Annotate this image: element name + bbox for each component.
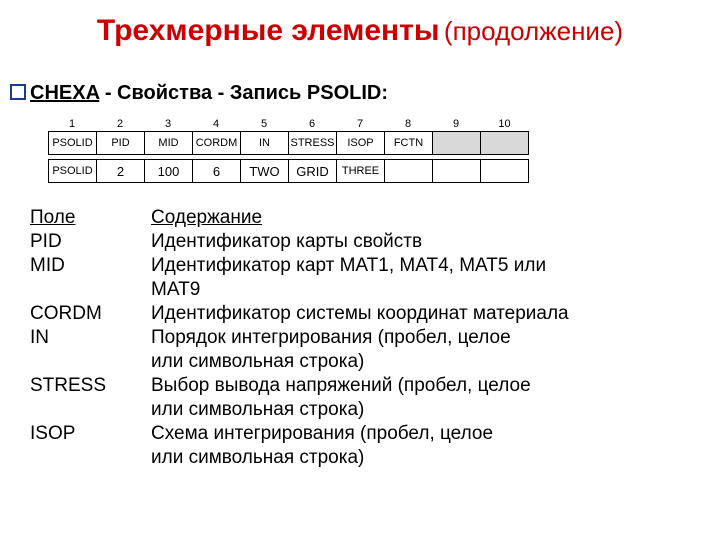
field-description-cont: или символьная строка): [151, 351, 365, 372]
field-name-spacer: [30, 278, 106, 302]
field-description-cont: MAT9: [151, 279, 201, 300]
slide-title-sub: (продолжение): [443, 16, 624, 46]
column-number: 2: [116, 118, 124, 130]
field-description: Выбор вывода напряжений (пробел, целое: [151, 375, 531, 396]
field-name: IN: [30, 327, 49, 348]
field-description: Идентификатор карт MAT1, MAT4, MAT5 или: [151, 255, 547, 276]
example-cell: THREE: [336, 159, 384, 183]
section-heading-rest: - Свойства - Запись PSOLID:: [99, 82, 389, 104]
field-name: STRESS: [30, 375, 107, 396]
content-column-header: Содержание: [151, 207, 263, 228]
field-description: Идентификатор системы координат материала: [151, 303, 569, 324]
example-cell: [384, 159, 432, 183]
square-bullet-icon: [10, 84, 26, 100]
example-cell: 2: [96, 159, 144, 183]
field-description: Схема интегрирования (пробел, целое: [151, 423, 494, 444]
format-cell: PID: [96, 131, 144, 155]
format-cell: PSOLID: [48, 131, 96, 155]
format-cell: ISOP: [336, 131, 384, 155]
field-name: CORDM: [30, 303, 102, 324]
card-format-row: [48, 131, 529, 155]
column-number: 10: [498, 118, 511, 130]
format-cell-unused: [480, 131, 529, 155]
example-cell: 100: [144, 159, 192, 183]
column-number: 6: [308, 118, 316, 130]
example-cell: [480, 159, 529, 183]
field-name: ISOP: [30, 423, 76, 444]
example-cell: 6: [192, 159, 240, 183]
column-number: 9: [452, 118, 460, 130]
format-cell: CORDM: [192, 131, 240, 155]
column-number: 3: [164, 118, 172, 130]
card-column-numbers: [48, 117, 529, 131]
field-name: PID: [30, 231, 62, 252]
format-cell: STRESS: [288, 131, 336, 155]
column-number: 1: [68, 118, 76, 130]
column-number: 8: [404, 118, 412, 130]
field-name-spacer: [30, 398, 106, 422]
field-description: Идентификатор карты свойств: [151, 231, 423, 252]
field-name-spacer: [30, 350, 106, 374]
format-cell: FCTN: [384, 131, 432, 155]
field-column-header: Поле: [30, 207, 76, 228]
slide-title: [0, 14, 720, 48]
field-names-column: [30, 206, 106, 446]
psolid-card-table: [48, 117, 529, 183]
format-cell-unused: [432, 131, 480, 155]
slide-title-main: Трехмерные элементы: [96, 14, 440, 47]
format-cell: IN: [240, 131, 288, 155]
format-cell: MID: [144, 131, 192, 155]
example-cell: [432, 159, 480, 183]
field-description-cont: или символьная строка): [151, 447, 365, 468]
element-name: CHEXA: [30, 82, 100, 104]
column-number: 4: [212, 118, 220, 130]
example-cell: PSOLID: [48, 159, 96, 183]
field-name: MID: [30, 255, 65, 276]
field-description-cont: или символьная строка): [151, 399, 365, 420]
column-number: 5: [260, 118, 268, 130]
example-cell: TWO: [240, 159, 288, 183]
card-example-row: [48, 159, 529, 183]
field-description: Порядок интегрирования (пробел, целое: [151, 327, 511, 348]
column-number: 7: [356, 118, 364, 130]
field-descriptions-column: [151, 206, 711, 470]
section-heading: [10, 82, 388, 105]
example-cell: GRID: [288, 159, 336, 183]
